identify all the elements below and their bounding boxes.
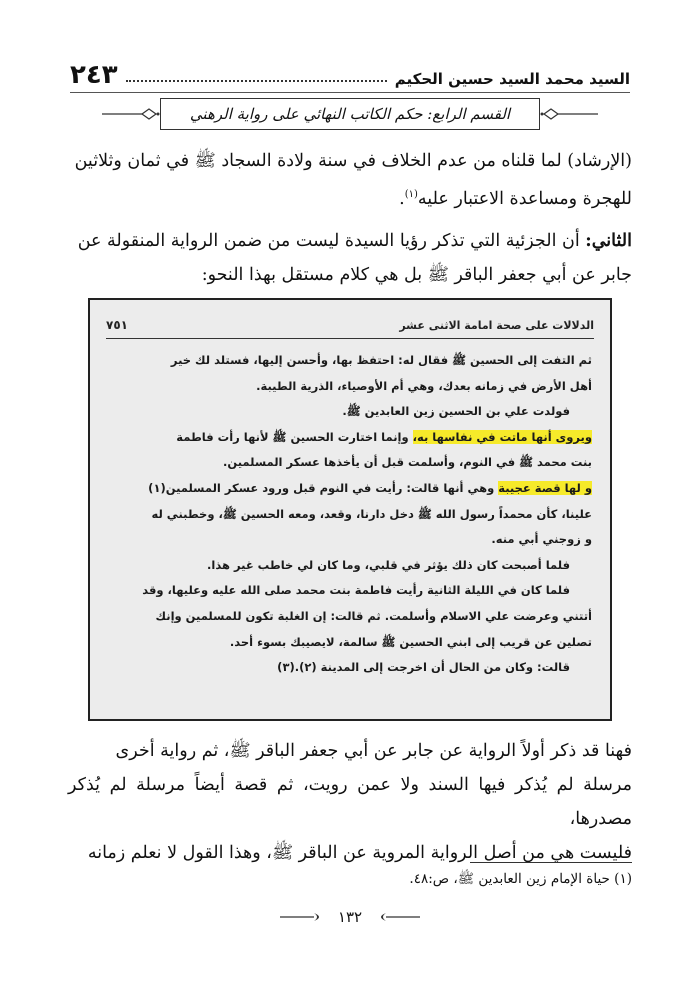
paragraph-second-point — [68, 224, 632, 292]
point-label: الثاني: — [585, 231, 632, 251]
scan-text — [108, 348, 592, 681]
scan-line: بنت محمد ﷺ في النوم، وأسلمت قبل أن يأخذها عسكر المسلمين. — [223, 455, 592, 470]
left-ornament-icon — [102, 108, 160, 120]
scan-page-number: ٧٥١ — [106, 318, 128, 332]
footer-ornament-right-icon — [374, 908, 420, 927]
running-header — [70, 58, 630, 88]
paragraph-irshad — [68, 144, 632, 216]
paragraph-line: فليست هي من أصل الرواية المروية عن الباقر ﷺ، وهذا القول لا نعلم زمانه — [87, 843, 632, 863]
scan-header — [106, 314, 594, 336]
scan-line: و زوجني أبي منه. — [491, 532, 592, 547]
highlighted-text: و لها قصة عجيبة — [498, 480, 592, 495]
scan-rule — [106, 338, 594, 339]
paragraph-line: جابر عن أبي جعفر الباقر ﷺ بل هي كلام مستقل بهذا النحو: — [201, 265, 632, 285]
dotted-leader — [126, 80, 387, 82]
paragraph-analysis — [68, 734, 632, 870]
scan-line: فلما كان في الليلة الثانية رأيت فاطمة بنت محمد صلى الله عليه وعليها، وقد — [142, 583, 570, 598]
paragraph-line: فهنا قد ذكر أولاً الرواية عن جابر عن أبي جعفر الباقر ﷺ، ثم رواية أخرى — [115, 741, 632, 761]
scan-line: أتتني وعرضت علي الاسلام وأسلمت. ثم قالت: إن الغلبة تكون للمسلمين وإنك — [155, 608, 592, 623]
author-name: السيد محمد السيد حسين الحكيم — [394, 70, 630, 88]
scan-line: فولدت علي بن الحسين زين العابدين ﷺ. — [342, 404, 570, 419]
scan-line: و لها قصة عجيبة وهي أنها قالت: رأيت في النوم قبل ورود عسكر المسلمين(١) — [148, 480, 592, 495]
scan-line: علينا، كأن محمداً رسول الله ﷺ دخل دارنا، وقعد، ومعه الحسين ﷺ، وخطبني له — [151, 506, 592, 521]
header-page-number: ٢٤٣ — [70, 60, 118, 90]
header-rule — [70, 92, 630, 93]
right-ornament-icon — [540, 108, 598, 120]
scanned-excerpt — [88, 298, 612, 721]
footnote-reference: (١) — [404, 189, 418, 200]
paragraph-line: (الإرشاد) لما قلناه من عدم الخلاف في سنة ولادة السجاد ﷺ في ثمان وثلاثين — [74, 151, 632, 171]
footnote: (١) حياة الإمام زين العابدين ﷺ، ص:٤٨. — [409, 871, 632, 887]
section-title: القسم الرابع: حكم الكاتب النهائي على رواية الرهني — [160, 98, 540, 130]
footer-ornament-left-icon — [280, 908, 326, 927]
scan-line: ويروى أنها ماتت في نفاسها به، وإنما اختارت الحسين ﷺ لأنها رأت فاطمة — [176, 429, 592, 444]
scan-line: تصلين عن قريب إلى ابني الحسين ﷺ سالمة، لايصيبك بسوء أحد. — [229, 634, 592, 649]
paragraph-line: الثاني: أن الجزئية التي تذكر رؤيا السيدة ليست من ضمن الرواية المنقولة عن — [77, 231, 632, 251]
scan-line: أهل الأرض في زمانه بعدك، وهي أم الأوصياء، الذرية الطيبة. — [256, 378, 592, 393]
scan-book-title: الدلالات على صحة امامة الاثنى عشر — [399, 318, 594, 332]
page-number: ١٣٢ — [337, 908, 363, 926]
footnote-rule — [470, 862, 632, 863]
paragraph-line: للهجرة ومساعدة الاعتبار عليه$^{(١)}$. — [399, 188, 632, 209]
paragraph-line: مرسلة لم يُذكر فيها السند ولا عمن رويت، ثم قصة أيضاً مرسلة لم يُذكر مصدرها، — [68, 775, 632, 829]
scan-line: ثم التفت إلى الحسين ﷺ فقال له: احتفظ بها، وأحسن إليها، فستلد لك خير — [170, 353, 592, 367]
scan-line: قالت: وكان من الحال أن اخرجت إلى المدينة (٢).(٣) — [277, 660, 570, 675]
scan-line: فلما أصبحت كان ذلك يؤثر في قلبي، وما كان لي خاطب غير هذا. — [207, 557, 570, 572]
highlighted-text: ويروى أنها ماتت في نفاسها به، — [412, 429, 592, 444]
section-banner — [100, 96, 600, 132]
page-footer — [0, 902, 700, 932]
